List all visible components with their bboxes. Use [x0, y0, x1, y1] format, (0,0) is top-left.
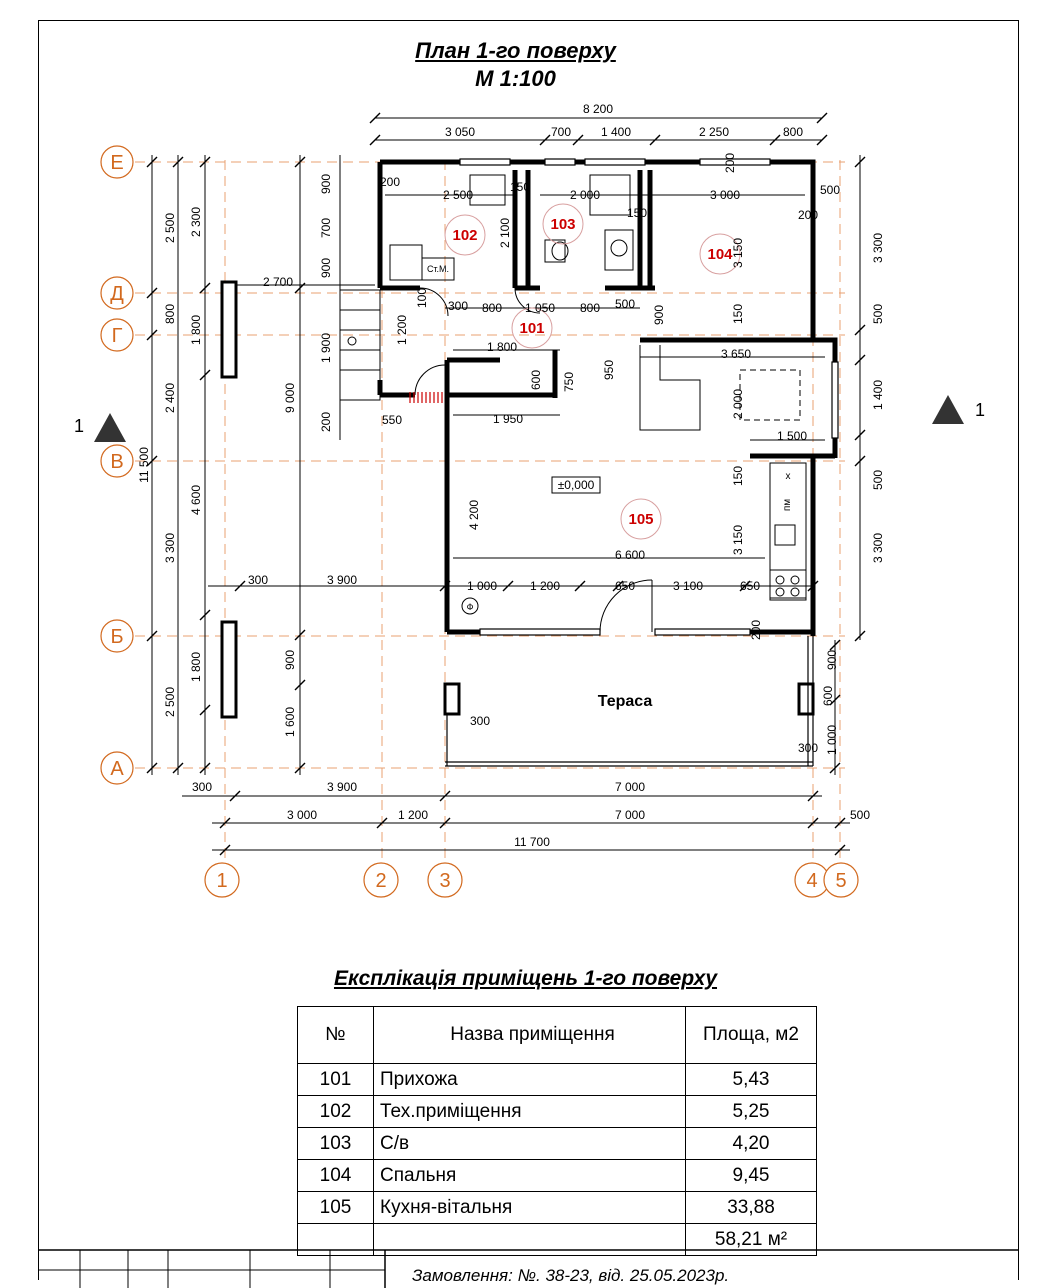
section-arrow-right-icon	[932, 395, 964, 424]
cell-area: 9,45	[686, 1160, 817, 1192]
meter-label: Ф	[466, 602, 474, 612]
dim-int-35: 1 000	[466, 579, 498, 593]
axis-row-A: А	[110, 758, 124, 780]
dim-int-8: 2 100	[498, 217, 512, 249]
right-dims	[821, 233, 885, 755]
dim-right-1: 3 300	[871, 232, 885, 264]
dishwasher-label: пм	[782, 498, 793, 512]
dim-int-22: 600	[529, 369, 543, 391]
dim-right-2: 500	[871, 303, 885, 325]
dim-leftmid-4: 1 800	[189, 651, 203, 683]
axis-row-V: В	[110, 451, 124, 473]
dim-int-13: 1 050	[524, 301, 556, 315]
walls	[380, 162, 835, 636]
dim-inner-3: 900	[319, 257, 333, 279]
dim-leftmid-1: 2 300	[189, 206, 203, 238]
dim-top-2: 700	[550, 125, 572, 139]
dim-bot-6: 7 000	[614, 808, 646, 822]
dim-int-6: 200	[797, 208, 819, 222]
cell-name: С/в	[374, 1128, 686, 1160]
dim-inner-7: 900	[283, 649, 297, 671]
dim-int-43: 200	[723, 152, 737, 174]
dim-bot-2: 3 900	[326, 780, 358, 794]
dim-bot-5: 1 200	[397, 808, 429, 822]
table-row	[298, 1096, 817, 1128]
dim-leftmid-3: 4 600	[189, 484, 203, 516]
dim-int-34: 3 900	[326, 573, 358, 587]
table-row	[298, 1064, 817, 1096]
dim-int-31: 6 600	[614, 548, 646, 562]
axis-row-G: Г	[111, 325, 123, 347]
room-102: 102	[452, 227, 478, 244]
dim-int-23: 750	[562, 371, 576, 393]
fridge-label: х	[785, 471, 791, 482]
dim-top-4: 2 250	[698, 125, 730, 139]
plan-title: План 1-го поверху	[415, 38, 616, 63]
explication-title: Експлікація приміщень 1-го поверху	[333, 967, 718, 990]
dim-int-1: 2 500	[442, 188, 474, 202]
dim-inner-8: 1 600	[283, 706, 297, 738]
dim-int-41: 300	[469, 714, 491, 728]
dim-int-19: 1 800	[486, 340, 518, 354]
explication-table	[297, 1006, 817, 1256]
dim-int-36: 1 200	[529, 579, 561, 593]
cell-area: 4,20	[686, 1128, 817, 1160]
terrace-label: Тераса	[597, 693, 653, 710]
room-104: 104	[707, 246, 733, 263]
dim-int-14: 800	[579, 301, 601, 315]
dim-int-39: 650	[739, 579, 761, 593]
cell-name: Кухня-вітальня	[374, 1192, 686, 1224]
table-header-row	[298, 1007, 817, 1064]
room-105: 105	[628, 511, 654, 528]
axis-col-3: 3	[439, 870, 451, 892]
col-header-area: Площа, м2	[686, 1007, 817, 1064]
room-101: 101	[519, 320, 545, 337]
dim-bot-3: 7 000	[614, 780, 646, 794]
dim-top-3: 1 400	[600, 125, 632, 139]
dim-right-3: 1 400	[871, 379, 885, 411]
dim-top-1: 3 050	[444, 125, 476, 139]
cell-no: 105	[298, 1192, 374, 1224]
dim-bot-1: 300	[191, 780, 213, 794]
axis-col-4: 4	[806, 870, 818, 892]
dim-int-33: 300	[247, 573, 269, 587]
axis-col-2: 2	[375, 870, 387, 892]
dim-int-10: 2 700	[262, 275, 294, 289]
section-arrow-left-icon	[94, 413, 126, 442]
cell-no: 104	[298, 1160, 374, 1192]
col-header-no: №	[298, 1007, 374, 1064]
dim-int-28: 150	[731, 465, 745, 487]
axis-col-5: 5	[835, 870, 847, 892]
axis-row-B: Б	[110, 626, 124, 648]
dim-left-3: 2 400	[163, 382, 177, 414]
level-mark: ±0,000	[557, 478, 595, 492]
dim-int-25: 1 950	[492, 412, 524, 426]
section-label-left: 1	[73, 416, 85, 436]
dim-int-27: 1 500	[776, 429, 808, 443]
dim-int-17: 150	[731, 303, 745, 325]
dim-bot-7: 500	[849, 808, 871, 822]
axis-row-E: Е	[110, 152, 124, 174]
dim-right-4: 500	[871, 469, 885, 491]
dim-int-30: 4 200	[467, 499, 481, 531]
boiler-label: Ст.М.	[426, 264, 450, 274]
table-row	[298, 1160, 817, 1192]
dim-int-44: 100	[415, 287, 429, 309]
dim-int-0: 200	[379, 175, 401, 189]
cell-name: Прихожа	[374, 1064, 686, 1096]
dim-int-37: 650	[614, 579, 636, 593]
dim-int-24: 550	[381, 413, 403, 427]
section-label-right: 1	[974, 400, 986, 420]
cell-no: 103	[298, 1128, 374, 1160]
bottom-dims	[192, 780, 870, 849]
col-header-name: Назва приміщення	[374, 1007, 686, 1064]
dim-int-3: 2 000	[569, 188, 601, 202]
dim-int-12: 800	[481, 301, 503, 315]
total-area: 58,21 м²	[686, 1224, 817, 1256]
dim-int-18: 1 200	[395, 314, 409, 346]
dim-bot-total: 11 700	[514, 835, 550, 849]
cell-area: 5,25	[686, 1096, 817, 1128]
plan-scale: М 1:100	[475, 66, 556, 91]
dim-int-21: 950	[602, 359, 616, 381]
dim-int-26: 2 000	[731, 388, 745, 420]
dim-top-5: 800	[782, 125, 804, 139]
dim-left-total: 11 500	[137, 447, 151, 483]
table-row	[298, 1192, 817, 1224]
dim-int-42: 300	[797, 741, 819, 755]
dim-right-8: 1 000	[825, 724, 839, 756]
dim-inner-6: 9 000	[283, 382, 297, 414]
dim-inner-5: 200	[319, 411, 333, 433]
dim-left-2: 800	[163, 303, 177, 325]
dim-int-5: 500	[819, 183, 841, 197]
cell-area: 5,43	[686, 1064, 817, 1096]
dim-leftmid-2: 1 800	[189, 314, 203, 346]
dim-bot-4: 3 000	[286, 808, 318, 822]
table-row	[298, 1128, 817, 1160]
dim-int-11: 300	[447, 299, 469, 313]
dim-int-20: 3 650	[720, 347, 752, 361]
dim-inner-2: 700	[319, 217, 333, 239]
dim-int-15: 500	[614, 297, 636, 311]
cell-no: 101	[298, 1064, 374, 1096]
dim-int-40: 200	[749, 619, 763, 641]
order-number: Замовлення: №. 38-23, від. 25.05.2023р.	[412, 1266, 730, 1285]
dim-int-2: 150	[509, 180, 531, 194]
dim-int-9: 3 150	[731, 237, 745, 269]
dim-top-total: 8 200	[582, 102, 614, 116]
dim-int-16: 900	[652, 304, 666, 326]
dim-int-38: 3 100	[672, 579, 704, 593]
dim-inner-1: 900	[319, 173, 333, 195]
dim-right-7: 600	[821, 685, 835, 707]
axis-row-D: Д	[110, 283, 124, 305]
dim-int-32: 3 150	[731, 524, 745, 556]
dim-left-4: 3 300	[163, 532, 177, 564]
cell-name: Спальня	[374, 1160, 686, 1192]
dim-right-5: 3 300	[871, 532, 885, 564]
cell-area: 33,88	[686, 1192, 817, 1224]
dim-right-6: 900	[825, 649, 839, 671]
axis-col-1: 1	[216, 870, 228, 892]
cell-no: 102	[298, 1096, 374, 1128]
dim-inner-4: 1 900	[319, 332, 333, 364]
room-103: 103	[550, 216, 576, 233]
cell-name: Тех.приміщення	[374, 1096, 686, 1128]
dim-int-7: 150	[626, 206, 648, 220]
dim-left-1: 2 500	[163, 212, 177, 244]
dim-int-4: 3 000	[709, 188, 741, 202]
dim-left-5: 2 500	[163, 686, 177, 718]
